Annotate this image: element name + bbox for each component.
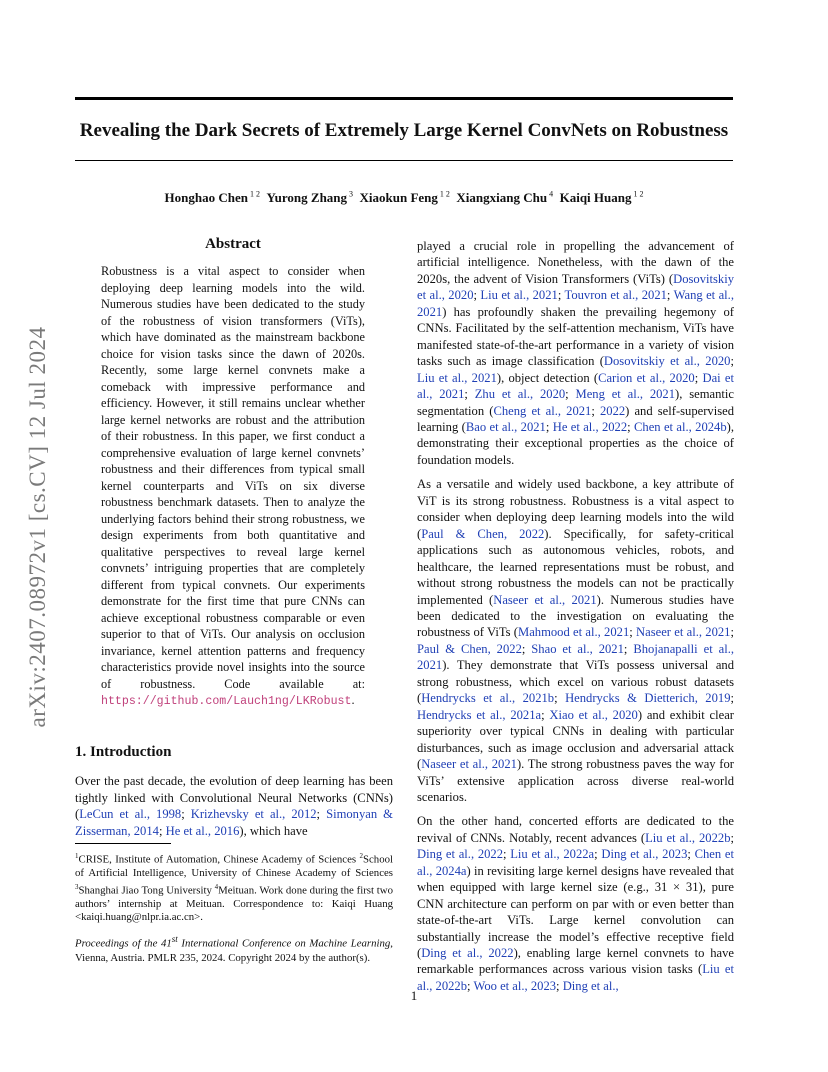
citation-link[interactable]: Bao et al., 2021 [465, 419, 546, 434]
body-text: ; [554, 691, 566, 706]
abstract-text: Robustness is a vital aspect to consider when deploying deep learning models into the wild. Numerous studies have been dedicated to the study of the robustness of vision transformers (ViTs), which have dominated as the mainstream backbone choice for vision tasks since the dawn of 2020s. Recently, some large kernel convnets make a comeback with impressive performance and efficiency. However, it still remains unclear whether large kernel networks are robust and the attribution of their robustness. In this paper, we first conduct a comprehensive evaluation of large kernel convnets’ robustness and their differences from typical small kernel counterparts and ViTs on six diverse robustness benchmark datasets. Then to analyze the underlying factors behind their strong robustness, we design experiments from both quantitative and qualitative perspectives to reveal large kernel convnets’ intriguing properties that are completely different from typical convnets. Our experiments demonstrate for the first time that pure CNNs can achieve exceptional robustness comparable or even superior to that of ViTs. Our analysis on occlusion invariance, kernel attention patterns and frequency characteristics provide novel insights into the source of robustness. Code available at: [101, 264, 365, 691]
body-text: ; [464, 387, 475, 402]
citation-link[interactable]: Dai et al., 2021 [417, 370, 734, 402]
body-text: ), semantic segmentation ( [417, 387, 734, 418]
body-text: ) and self-supervised learning ( [417, 403, 734, 434]
arxiv-identifier[interactable]: arXiv:2407.08972v1 [cs.CV] 12 Jul 2024 [25, 326, 50, 728]
citation-link[interactable]: Cheng et al., 2021 [493, 403, 592, 418]
right-paragraph-1 [417, 238, 734, 468]
author-affiliation-mark: 3 [347, 190, 354, 199]
citation-link[interactable]: Chen et al., 2024a [417, 847, 734, 878]
body-text: ). The strong robustness paves the way for ViTs’ extensive application across diverse real-world scenarios. [417, 757, 734, 804]
body-text: ; [730, 625, 734, 640]
citation-link[interactable]: Ding et al., 2022 [417, 847, 504, 862]
proceedings-rest: , Vienna, Austria. PMLR 235, 2024. Copyright 2024 by the author(s). [75, 937, 393, 964]
citation-link[interactable]: Meng et al., 2021 [575, 387, 676, 402]
body-text: As a versatile and widely used backbone, a key attribute of ViT is its strong robustness. Robustness is a vital aspect to consider when deploying deep learning models into the wild ( [417, 477, 734, 541]
title-top-rule [75, 97, 733, 100]
citation-link[interactable]: Liu et al., 2022b [645, 830, 731, 845]
body-text: ; [627, 419, 635, 434]
citation-link[interactable]: Dosovitskiy et al., 2020 [417, 271, 734, 303]
footnote-mark: 4 [214, 882, 219, 891]
citation-link[interactable]: Shao et al., 2021 [531, 641, 624, 656]
body-text: ; [521, 641, 532, 656]
citation-link[interactable]: Bhojanapalli et al., 2021 [417, 641, 734, 673]
intro-text: Over the past decade, the evolution of deep learning has been tightly linked with Convolutional Neural Networks (CNNs) ( [75, 774, 393, 821]
body-text: ; [541, 707, 550, 722]
author [266, 190, 353, 205]
citation-link[interactable]: Zhu et al., 2020 [474, 387, 566, 402]
body-text: ) in revisiting large kernel designs have revealed that when equipped with large kernel size (e.g., 31 × 31), pure CNN architecture can perform on par with or even better than state-of-the-art ViTs. Large kernel convolution can substantially increase the model’s effective receptive field ( [417, 863, 735, 961]
proceedings-ordinal: st [171, 934, 178, 944]
body-text: On the other hand, concerted efforts are dedicated to the revival of CNNs. Notably, recent advances ( [417, 814, 734, 845]
affiliation-2: School of Artificial Intelligence, University of Chinese Academy of Sciences [75, 853, 393, 880]
body-text: ; [694, 370, 703, 385]
abstract-end: . [351, 693, 355, 707]
footnote-mark: 2 [359, 852, 363, 860]
body-text: ). They demonstrate that ViTs possess universal and strong robustness, which excel on various robust datasets ( [417, 658, 734, 706]
citation-link[interactable]: He et al., 2016 [165, 823, 240, 838]
affiliation-footnote [75, 850, 393, 925]
body-text: ), object detection ( [496, 370, 599, 385]
citation-link[interactable]: Ding et al., [562, 978, 619, 993]
citation-link[interactable]: LeCun et al., 1998 [79, 807, 182, 821]
citation-link[interactable]: Chen et al., 2024b [634, 419, 727, 434]
body-text: ) and exhibit clear superiority over typical CNNs in dealing with particular disturbances, such as image occlusion and adversarial attack ( [417, 707, 734, 772]
citation-link[interactable]: Dosovitskiy et al., 2020 [603, 354, 731, 369]
body-text: ; [503, 847, 511, 862]
abstract-heading: Abstract [205, 236, 261, 252]
body-text: ; [557, 288, 565, 303]
author-name: Honghao Chen [164, 190, 248, 206]
body-text: ; [545, 419, 553, 434]
citation-link[interactable]: Wang et al., 2021 [417, 288, 734, 319]
author-affiliation-mark: 1 2 [247, 190, 260, 199]
proceedings-italic: Proceedings of the [75, 937, 158, 950]
body-text: ; [666, 288, 674, 303]
author-affiliation-mark: 1 2 [631, 190, 644, 199]
citation-link[interactable]: Naseer et al., 2021 [636, 625, 731, 640]
paper-title: Revealing the Dark Secrets of Extremely Large Kernel ConvNets on Robustness [79, 120, 729, 141]
body-text: ). Specifically, for safety-critical applications such as autonomous vehicles, robots, and healthcare, the learned representations must be robust, and without strong robustness the models can not be practically implemented ( [417, 526, 734, 607]
citation-link[interactable]: Liu et al., 2021 [417, 370, 497, 385]
citation-link[interactable]: He et al., 2022 [552, 419, 628, 434]
citation-link[interactable]: Hendrycks et al., 2021a [417, 707, 542, 722]
citation-link[interactable]: Naseer et al., 2021 [493, 592, 597, 607]
author-name: Xiangxiang Chu [456, 190, 548, 206]
body-text: ; [591, 403, 600, 418]
citation-link[interactable]: Liu et al., 2021 [480, 288, 558, 303]
right-column [417, 238, 734, 1002]
right-paragraph-2 [417, 476, 734, 805]
footnote-mark: 3 [75, 882, 79, 891]
body-text: played a crucial role in propelling the advancement of artificial intelligence. Nonetheless, with the dawn of the 2020s, the advent of Vision Transformers (ViTs) ( [417, 239, 734, 286]
title-bottom-rule [75, 160, 733, 161]
citation-link[interactable]: Naseer et al., 2021 [421, 757, 517, 772]
citation-link[interactable]: Carion et al., 2020 [598, 370, 695, 385]
citation-link[interactable]: Hendrycks et al., 2021b [421, 691, 555, 706]
citation-link[interactable]: Touvron et al., 2021 [564, 288, 667, 303]
citation-link[interactable]: Xiao et al., 2020 [549, 707, 638, 722]
citation-link[interactable]: Liu et al., 2022b [417, 962, 734, 993]
citation-link[interactable]: Ding et al., 2022 [421, 946, 514, 961]
author [165, 190, 260, 205]
footnote-divider [75, 843, 171, 844]
section-heading-introduction: 1. Introduction [75, 744, 172, 760]
right-paragraph-3 [417, 813, 734, 994]
separator: ; [158, 823, 166, 838]
author-affiliation-mark: 4 [547, 190, 554, 199]
citation-link[interactable]: Hendrycks & Dietterich, 2019 [565, 691, 731, 706]
citation-link[interactable]: Simonyan & Zisserman, 2014 [75, 807, 393, 838]
body-text: ; [629, 625, 637, 640]
citation-link[interactable]: Paul & Chen, 2022 [421, 526, 545, 541]
body-text: ), enabling large kernel convnets to have remarkable performances across various vision tasks ( [417, 946, 735, 977]
body-text: ; [565, 387, 576, 402]
separator: ; [316, 807, 327, 821]
citation-link[interactable]: Mahmood et al., 2021 [518, 625, 630, 640]
intro-paragraph [75, 773, 393, 839]
author [560, 190, 644, 205]
citation-link[interactable]: Paul & Chen, 2022 [417, 641, 522, 656]
citation-link[interactable]: Krizhevsky et al., 2012 [190, 807, 317, 821]
body-text: ; [623, 641, 634, 656]
affiliation-1: CRISE, Institute of Automation, Chinese Academy of Sciences [78, 853, 357, 866]
author [360, 190, 450, 205]
body-text: ; [467, 978, 474, 993]
page-number: 1 [410, 988, 418, 1003]
body-text: ), demonstrating their exceptional properties as the choice of foundation models. [417, 419, 734, 467]
conference-name: International Conference on Machine Learning [181, 937, 391, 950]
author-name: Kaiqi Huang [559, 190, 632, 206]
citation-link[interactable]: Woo et al., 2023 [473, 978, 557, 993]
author [456, 190, 553, 205]
body-text: ). Numerous studies have been dedicated to the investigation on evaluating the robustness of ViTs ( [417, 592, 734, 640]
affiliation-3: Shanghai Jiao Tong University [78, 884, 212, 897]
separator: ; [181, 807, 191, 821]
author-affiliation-mark: 1 2 [437, 190, 450, 199]
body-text: ; [473, 288, 481, 303]
footnote-mark: 1 [75, 852, 79, 860]
body-text: ; [730, 830, 734, 845]
body-text: ) has profoundly shaken the prevailing hegemony of CNNs. Facilitated by the self-attention mechanism, ViTs have manifested state-of-the-art performance in a variety of vision tasks such as image classification ( [417, 304, 734, 369]
body-text: ; [730, 691, 734, 706]
code-link[interactable]: https://github.com/Lauch1ng/LKRobust [101, 695, 352, 708]
citation-link[interactable]: Liu et al., 2022a [510, 847, 595, 862]
affiliation-4: Meituan. Work done during the first two authors’ internship at Meituan. Correspondence to: Kaiqi Huang <kaiqi.huang@nlpr.ia.ac.cn>. [75, 884, 393, 924]
proceedings-number: 41 [160, 937, 172, 950]
abstract-body [101, 263, 365, 711]
author-name: Yurong Zhang [266, 190, 348, 206]
author-list [75, 190, 733, 206]
citation-link[interactable]: 2022 [599, 403, 626, 418]
body-text: ; [594, 847, 602, 862]
author-name: Xiaokun Feng [359, 190, 438, 206]
proceedings-note [75, 932, 393, 965]
body-text: ; [556, 978, 563, 993]
intro-text: ), which have [239, 823, 308, 838]
body-text: ; [687, 847, 695, 862]
body-text: ; [730, 354, 734, 369]
citation-link[interactable]: Ding et al., 2023 [601, 847, 688, 862]
